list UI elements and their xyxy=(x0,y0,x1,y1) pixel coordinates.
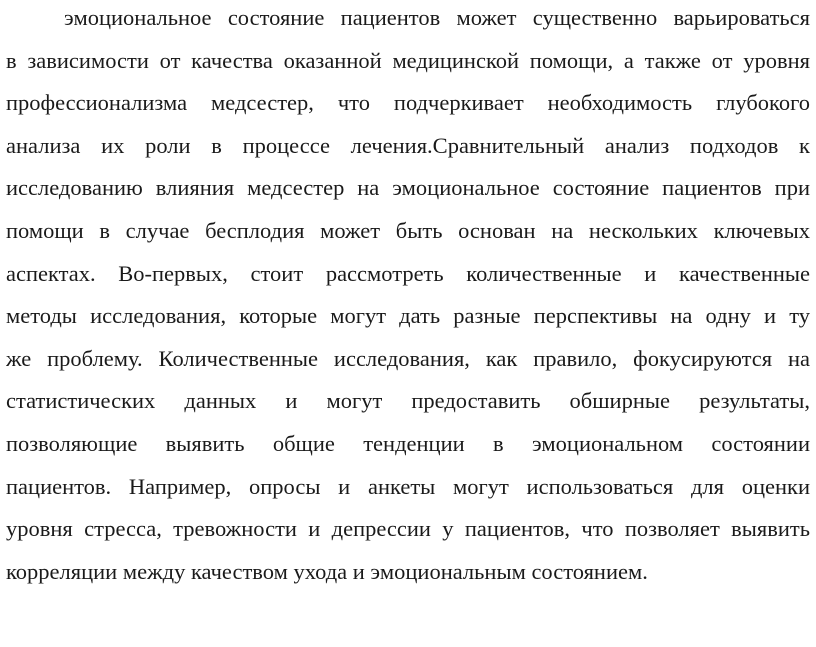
text-line: анализа их роли в процессе лечения.Сравнительный анализ подходов к xyxy=(6,133,810,158)
text-line: позволяющие выявить общие тенденции в эмоциональном состоянии xyxy=(6,431,810,456)
text-line: же проблему. Количественные исследования, как правило, фокусируются на xyxy=(6,346,810,371)
text-line: методы исследования, которые могут дать разные перспективы на одну и ту xyxy=(6,304,810,329)
text-line: эмоциональное состояние пациентов может существенно варьироваться xyxy=(64,6,810,30)
text-line: помощи в случае бесплодия может быть основан на нескольких ключевых xyxy=(6,218,810,243)
text-line: статистических данных и могут предоставить обширные результаты, xyxy=(6,389,810,414)
body-paragraph xyxy=(6,6,810,602)
text-line: уровня стресса, тревожности и депрессии у пациентов, что позволяет выявить xyxy=(6,517,810,542)
text-line: аспектах. Во-первых, стоит рассмотреть количественные и качественные xyxy=(6,261,810,286)
text-line: профессионализма медсестер, что подчеркивает необходимость глубокого xyxy=(6,91,810,116)
text-line: исследованию влияния медсестер на эмоциональное состояние пациентов при xyxy=(6,176,810,201)
text-line: корреляции между качеством ухода и эмоциональным состоянием. xyxy=(6,559,648,584)
text-line: пациентов. Например, опросы и анкеты могут использоваться для оценки xyxy=(6,474,810,499)
text-line: в зависимости от качества оказанной медицинской помощи, а также от уровня xyxy=(6,48,810,73)
